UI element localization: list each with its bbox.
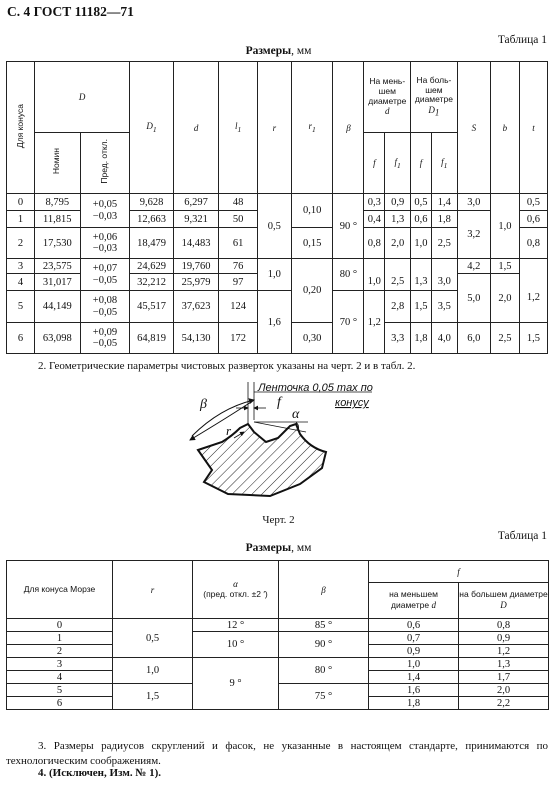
cell-S: 3,0 [457, 194, 490, 211]
cell-f: 1,3 [411, 274, 432, 291]
cell-D1: 32,212 [130, 274, 174, 291]
cell-f-large: 1,7 [459, 671, 549, 684]
paragraph-4: 4. (Исключен, Изм. № 1). [38, 767, 162, 779]
table1 [6, 61, 548, 354]
cell-alpha: 9 ° [193, 658, 279, 710]
table-row [7, 632, 549, 645]
cell-f-large: 1,3 [459, 658, 549, 671]
table-row [7, 259, 548, 274]
header-l1: $l_1$ [219, 62, 257, 194]
cell-f1: 1,3 [385, 211, 411, 228]
cell-r1: 0,20 [291, 259, 332, 323]
cell-f: 0,6 [411, 211, 432, 228]
cell-beta: 70 ° [333, 291, 364, 354]
cell-f1: 2,5 [385, 274, 411, 291]
cell-l1: 97 [219, 274, 257, 291]
cell-l1: 61 [219, 228, 257, 259]
cell-b: 2,0 [490, 274, 519, 323]
note-line-1: Ленточка 0,05 max по [258, 382, 373, 394]
cell-b: 1,0 [490, 194, 519, 259]
table-row [7, 658, 549, 671]
cell-f: 0,3 [364, 194, 385, 211]
cell-f: 1,0 [364, 274, 385, 291]
header-b: b [490, 62, 519, 194]
cell-nom: 8,795 [34, 194, 80, 211]
cell-f1: 4,0 [431, 323, 457, 354]
cell-f1: 2,0 [385, 228, 411, 259]
label-alpha: α [292, 407, 300, 422]
tooth-profile [198, 424, 326, 496]
cell-r: 0,5 [257, 194, 291, 259]
cell-b: 1,5 [490, 259, 519, 274]
cell-f-small: 1,8 [369, 697, 459, 710]
cell-d: 6,297 [173, 194, 219, 211]
cell-t: 0,8 [519, 228, 547, 259]
cell-f [364, 259, 385, 274]
cell-S: 3,2 [457, 211, 490, 259]
cell-f-small: 0,7 [369, 632, 459, 645]
cell-f1: 1,4 [431, 194, 457, 211]
cell-f1: 2,5 [431, 228, 457, 259]
cell-S: 5,0 [457, 274, 490, 323]
cell-D1: 12,663 [130, 211, 174, 228]
cell-f-large: 1,2 [459, 645, 549, 658]
header-cone: Для конуса Морзе [7, 561, 113, 619]
header-f: f [369, 561, 549, 583]
cell-r: 1,0 [113, 658, 193, 684]
cell-D1: 45,517 [130, 291, 174, 323]
cell-r: 1,0 [257, 259, 291, 291]
header-alpha: α (пред. откл. ±2 ′) [193, 561, 279, 619]
header-r: r [257, 62, 291, 194]
cell-f-small: 0,6 [369, 619, 459, 632]
cell-r: 1,6 [257, 291, 291, 354]
cell-f1: 3,0 [431, 274, 457, 291]
table-row [7, 619, 549, 632]
cell-d: 19,760 [173, 259, 219, 274]
cell-dev: +0,09 −0,05 [80, 323, 130, 354]
cell-f1 [385, 259, 411, 274]
header-smaller-diameter: На мень-шем диаметре d [364, 62, 411, 133]
header-D: D [34, 62, 129, 133]
cell-r1: 0,30 [291, 323, 332, 354]
header-cone: Для конуса [7, 62, 35, 194]
cell-f1: 1,8 [431, 211, 457, 228]
cell-t: 0,5 [519, 194, 547, 211]
cell-f: 1,8 [411, 323, 432, 354]
cell-beta: 85 ° [279, 619, 369, 632]
cell-nom: 44,149 [34, 291, 80, 323]
paragraph-2: 2. Геометрические параметры чистовых разверток указаны на черт. 2 и в табл. 2. [38, 360, 416, 372]
cell-cone: 1 [7, 211, 35, 228]
cell-cone: 4 [7, 274, 35, 291]
label-r: r [226, 423, 232, 438]
cell-alpha: 10 ° [193, 632, 279, 658]
cell-dev: +0,05 −0,03 [80, 194, 130, 228]
cell-l1: 76 [219, 259, 257, 274]
label-f: f [277, 395, 281, 410]
cell-f: 0,8 [364, 228, 385, 259]
cell-l1: 50 [219, 211, 257, 228]
cell-t: 1,5 [519, 323, 547, 354]
cell-f: 0,4 [364, 211, 385, 228]
header-f-large: f [411, 133, 432, 194]
paragraph-3: 3. Размеры радиусов скруглений и фасок, не указанные в настоящем стандарте, принимаются по технологическим соображениям. [6, 740, 548, 767]
cell-nom: 31,017 [34, 274, 80, 291]
cell-f-small: 1,6 [369, 684, 459, 697]
cell-f-small: 1,0 [369, 658, 459, 671]
cell-nom: 11,815 [34, 211, 80, 228]
cell-r1: 0,15 [291, 228, 332, 259]
cell-D1: 64,819 [130, 323, 174, 354]
header-f1-small: $f_1$ [385, 133, 411, 194]
cell-nom: 23,575 [34, 259, 80, 274]
cell-beta: 80 ° [333, 259, 364, 291]
header-t: t [519, 62, 547, 194]
cell-d: 14,483 [173, 228, 219, 259]
cell-cone: 3 [7, 259, 35, 274]
header-S: S [457, 62, 490, 194]
cell-beta: 75 ° [279, 684, 369, 710]
header-r: r [113, 561, 193, 619]
cell-cone: 4 [7, 671, 113, 684]
cell-cone: 5 [7, 684, 113, 697]
header-f-small: на меньшем диаметре d [369, 583, 459, 619]
table2 [6, 560, 549, 710]
cell-l1: 48 [219, 194, 257, 211]
table1-caption: Размеры, мм [245, 45, 312, 57]
reamer-tooth-drawing [150, 378, 390, 503]
figure-caption: Черт. 2 [262, 514, 295, 526]
cell-f1: 2,8 [385, 291, 411, 323]
page-header: С. 4 ГОСТ 11182—71 [7, 4, 134, 19]
header-beta: β [333, 62, 364, 194]
table1-label: Таблица 1 [497, 34, 547, 46]
cell-f1: 3,5 [431, 291, 457, 323]
cell-b: 2,5 [490, 323, 519, 354]
header-f1-large: $f_1$ [431, 133, 457, 194]
cell-f: 1,0 [411, 228, 432, 259]
cell-cone: 3 [7, 658, 113, 671]
cell-cone: 6 [7, 323, 35, 354]
cell-beta: 90 ° [333, 194, 364, 259]
header-beta: β [279, 561, 369, 619]
cell-f-large: 0,9 [459, 632, 549, 645]
label-beta: β [200, 397, 207, 412]
cell-f-large: 2,0 [459, 684, 549, 697]
cell-D1: 9,628 [130, 194, 174, 211]
cell-nom: 17,530 [34, 228, 80, 259]
cell-f: 1,5 [411, 291, 432, 323]
cell-S: 4,2 [457, 259, 490, 274]
cell-t: 1,2 [519, 274, 547, 323]
header-larger-diameter: На боль-шем диаметре $D_1$ [411, 62, 458, 133]
cell-dev: +0,08 −0,05 [80, 291, 130, 323]
note-line-2: конусу [335, 397, 369, 409]
cell-cone: 0 [7, 619, 113, 632]
cell-cone: 2 [7, 645, 113, 658]
cell-dev: +0,07 −0,05 [80, 259, 130, 291]
cell-beta: 90 ° [279, 632, 369, 658]
cell-f-small: 1,4 [369, 671, 459, 684]
cell-r1: 0,10 [291, 194, 332, 228]
cell-l1: 124 [219, 291, 257, 323]
cell-alpha: 12 ° [193, 619, 279, 632]
cell-d: 54,130 [173, 323, 219, 354]
table2-caption: Размеры, мм [245, 542, 312, 554]
cell-f-large: 0,8 [459, 619, 549, 632]
cell-D1: 24,629 [130, 259, 174, 274]
cell-f1: 0,9 [385, 194, 411, 211]
header-D1: $D_1$ [130, 62, 174, 194]
cell-t [519, 259, 547, 274]
cell-f: 0,5 [411, 194, 432, 211]
header-r1: $r_1$ [291, 62, 332, 194]
header-f-large: на большем диаметре D [459, 583, 549, 619]
cell-cone: 2 [7, 228, 35, 259]
cell-cone: 0 [7, 194, 35, 211]
header-f-small: f [364, 133, 385, 194]
cell-dev: +0,06 −0,03 [80, 228, 130, 259]
cell-f1: 3,3 [385, 323, 411, 354]
cell-cone: 5 [7, 291, 35, 323]
cell-nom: 63,098 [34, 323, 80, 354]
cell-l1: 172 [219, 323, 257, 354]
header-nominal: Номин [34, 133, 80, 194]
cell-f [411, 259, 432, 274]
cell-d: 9,321 [173, 211, 219, 228]
cell-r: 0,5 [113, 619, 193, 658]
cell-D1: 18,479 [130, 228, 174, 259]
table2-label: Таблица 1 [497, 530, 547, 542]
cell-r: 1,5 [113, 684, 193, 710]
cell-f-small: 0,9 [369, 645, 459, 658]
header-deviation: Пред. откл. [80, 133, 130, 194]
cell-d: 25,979 [173, 274, 219, 291]
cell-f1 [431, 259, 457, 274]
header-d: d [173, 62, 219, 194]
cell-cone: 1 [7, 632, 113, 645]
cell-S: 6,0 [457, 323, 490, 354]
cell-f: 1,2 [364, 291, 385, 354]
cell-t: 0,6 [519, 211, 547, 228]
table-row [7, 194, 548, 211]
cell-f-large: 2,2 [459, 697, 549, 710]
cell-cone: 6 [7, 697, 113, 710]
cell-beta: 80 ° [279, 658, 369, 684]
cell-d: 37,623 [173, 291, 219, 323]
